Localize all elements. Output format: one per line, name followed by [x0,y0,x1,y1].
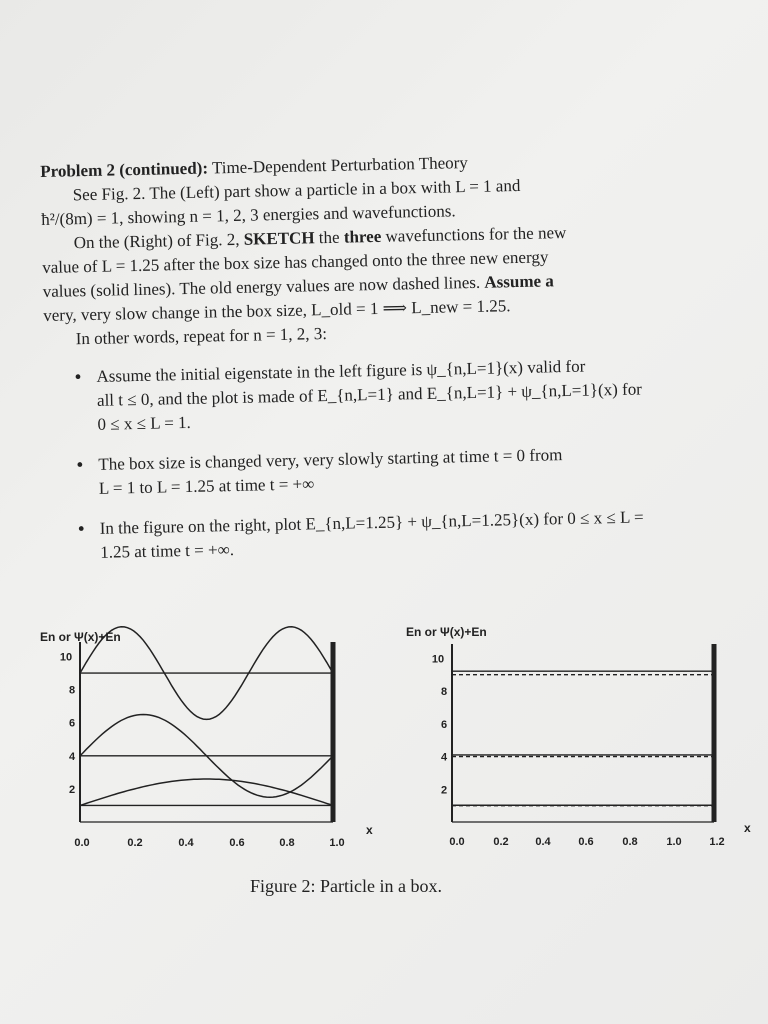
left-chart [40,627,373,849]
wavefunction-curve [80,779,333,806]
left-plot-marks [80,627,333,822]
sketch-emphasis: SKETCH [243,228,315,249]
bullet-2-line-1: • The box size is changed very, very slowly starting at time t = 0 from [98,445,563,474]
x-tick-label: 0.4 [178,837,194,849]
right-x-axis-label: x [744,821,751,835]
x-tick-label: 0.4 [535,836,551,848]
x-tick-label: 1.0 [666,836,682,848]
x-tick-label: 0.2 [493,836,509,848]
y-tick-label: 8 [68,684,76,697]
paragraph-2-line-4: very, very slow change in the box size, L_old = 1 ⟹ L_new = 1.25. [43,296,511,325]
bullet-2-line-2: L = 1 to L = 1.25 at time t = +∞ [98,474,315,498]
paragraph-1-line-1: See Fig. 2. The (Left) part show a particle in a box with L = 1 and [72,175,521,205]
paragraph-2-intro: On the (Right) of Fig. 2, [73,229,240,253]
x-tick-label: 0.6 [229,837,245,849]
bullet-1-line-2: all t ≤ 0, and the plot is made of E_{n,L=1} and E_{n,L=1} + ψ_{n,L=1}(x) for [96,379,643,410]
y-tick-label: 8 [440,686,448,699]
y-tick-label: 6 [440,718,448,731]
three-emphasis: three [343,226,382,247]
y-tick-label: 10 [431,653,445,666]
paragraph-1-line-2: ħ²/(8m) = 1, showing n = 1, 2, 3 energies and wavefunctions. [41,201,456,229]
bullet-3-line-2: 1.25 at time t = +∞. [100,540,235,562]
y-tick-label: 6 [68,717,76,730]
paragraph-2-line-2: value of L = 1.25 after the box size has changed onto the three new energy [42,247,549,277]
x-tick-label: 0.0 [74,837,90,849]
paragraph-3: In other words, repeat for n = 1, 2, 3: [75,324,328,349]
paragraph-2-the: the [318,227,340,248]
bullet-1-line-3: 0 ≤ x ≤ L = 1. [97,412,191,434]
y-tick-label: 4 [440,751,448,764]
x-tick-label: 0.2 [127,837,143,849]
x-tick-label: 1.0 [329,837,345,849]
left-y-ticks [60,652,76,796]
right-x-ticks [449,836,724,848]
bullet-1-line-1: • Assume the initial eigenstate in the left figure is ψ_{n,L=1}(x) valid for [96,356,586,386]
right-plot-marks [452,644,714,822]
y-tick-label: 4 [68,750,76,763]
left-x-axis-label: x [366,823,373,837]
problem-topic: Time-Dependent Perturbation Theory [211,153,469,178]
x-tick-label: 0.8 [622,836,638,848]
paragraph-2-rest: wavefunctions for the new [385,222,567,246]
x-tick-label: 0.8 [279,837,295,849]
figure-caption: Figure 2: Particle in a box. [250,876,442,896]
problem-heading: Problem 2 (continued): [40,158,209,181]
x-tick-label: 0.0 [449,836,465,848]
right-chart [406,625,751,848]
assume-emphasis: Assume a [484,271,554,292]
x-tick-label: 1.2 [709,836,725,848]
left-x-ticks [74,837,344,849]
paragraph-2-line-3-text: values (solid lines). The old energy values are now dashed lines. [42,272,481,301]
y-tick-label: 10 [59,651,73,664]
bullet-3-line-1: • In the figure on the right, plot E_{n,L=1.25} + ψ_{n,L=1.25}(x) for 0 ≤ x ≤ L = [99,507,644,538]
x-tick-label: 0.6 [578,836,594,848]
y-tick-label: 2 [440,784,448,797]
right-y-ticks [432,653,448,796]
left-y-axis-title: En or Ψ(x)+En [40,630,121,644]
y-tick-label: 2 [68,783,76,796]
right-y-axis-title: En or Ψ(x)+En [406,625,487,639]
